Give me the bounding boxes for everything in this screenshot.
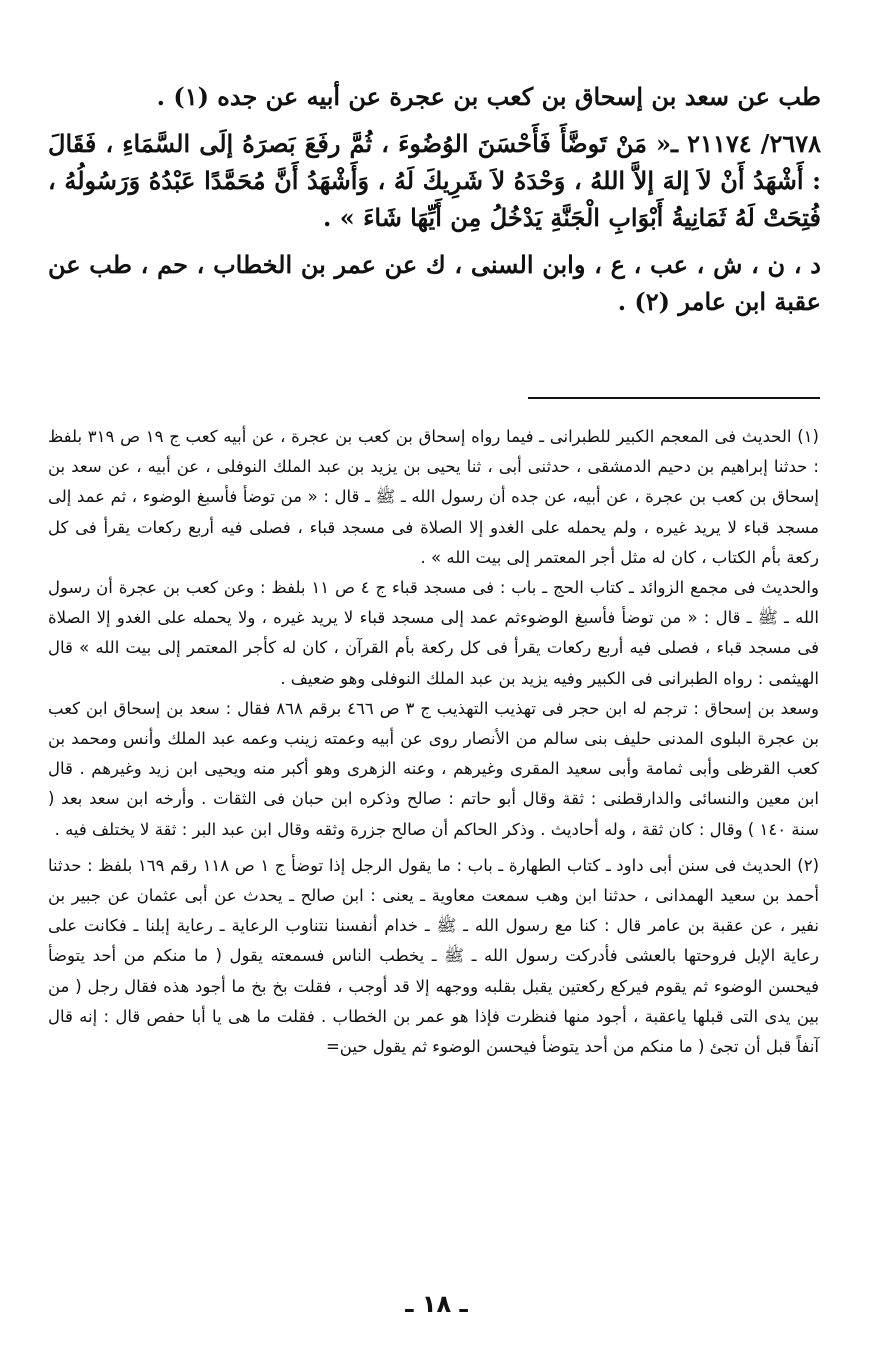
source-line: طب عن سعد بن إسحاق بن كعب بن عجرة عن أبيه عن جده (١) .	[156, 82, 821, 111]
page-number: ـ ١٨ ـ	[405, 1290, 468, 1318]
footnote-1	[48, 422, 819, 845]
footnote-divider	[528, 397, 820, 399]
sources-line: د ، ن ، ش ، عب ، ع ، وابن السنى ، ك عن عمر بن الخطاب ، حم ، طب عن عقبة ابن عامر (٢) .	[48, 250, 821, 316]
hadith-text: ٢٦٧٨/ ٢١١٧٤ ـ« مَنْ تَوضَّأَ فَأَحْسَنَ الوُضُوءَ ، ثُمَّ رفَعَ بَصرَهُ إلَى السَّمَاءِ ، فَقَالَ : أَشْهَدُ أَنْ لاَ إلهَ إلاَّ اللهُ ، وَحْدَهُ لاَ شَرِيكَ لَهُ ، وَأَشْهَدُ أَنَّ مُحَمَّدًا عَبْدُهُ وَرَسُولُهُ ، فُتِحَتْ لَهُ ثَمَانِيةُ أَبْوَابِ الْجَنَّةِ يَدْخُلُ مِن أَيِّهَا شَاءَ » .	[48, 129, 821, 232]
footnote-paragraph: (١) الحديث فى المعجم الكبير للطبرانى ـ فيما رواه إسحاق بن كعب بن عجرة ، عن أبيه كعب ج ١٩ ص ٣١٩ بلفظ : حدثنا إبراهيم بن دحيم الدمشقى ، حدثنى أبى ، ثنا يحيى بن يزيد بن عبد الملك النوفلى ، عن أبيه ، عن سعد بن إسحاق بن كعب بن عجرة ، عن أبيه، عن جده أن رسول الله ـ ﷺ ـ قال : « من توضأ فأسبغ الوضوء ، ثم عمد إلى مسجد قباء لا يريد غيره ، ولم يحمله على الغدو إلا الصلاة فى مسجد قباء ، فصلى فيه أربع ركعات يقرأ فى كل ركعة بأم الكتاب ، كان له مثل أجر المعتمر إلى بيت الله » .	[48, 427, 819, 567]
footnotes	[48, 422, 819, 1068]
footnote-2	[48, 851, 819, 1062]
main-text	[48, 78, 821, 330]
footnote-paragraph: وسعد بن إسحاق : ترجم له ابن حجر فى تهذيب التهذيب ج ٣ ص ٤٦٦ برقم ٨٦٨ فقال : سعد بن إسحاق ابن كعب بن عجرة البلوى المدنى حليف بنى سالم من الأنصار روى عن أبيه وعمته زينب وعمه عبد الملك وأنس ومحمد بن كعب القرظى وأبى ثمامة وأبى سعيد المقرى وغيرهم ، وعنه الزهرى وهو أكبر منه ويحيى ابن زيد وغيرهم . قال ابن معين والنسائى والدارقطنى : ثقة وقال أبو حاتم : صالح وذكره ابن حبان فى الثقات . وأرخه ابن سعد بعد ( سنة ١٤٠ ) وقال : كان ثقة ، وله أحاديث . وذكر الحاكم أن صالح جزرة وثقه وقال ابن عبد البر : ثقة لا يختلف فيه .	[48, 698, 819, 839]
footnote-paragraph: (٢) الحديث فى سنن أبى داود ـ كتاب الطهارة ـ باب : ما يقول الرجل إذا توضأ ج ١ ص ١١٨ رقم ١٦٩ بلفظ : حدثنا أحمد بن سعيد الهمدانى ، حدثنا ابن وهب سمعت معاوية ـ يعنى : ابن صالح ـ يحدث عن أبى عثمان عن جبير بن نفير ، عن عقبة بن عامر قال : كنا مع رسول الله ـ ﷺ ـ خدام أنفسنا نتناوب الرعاية ـ رعاية إبلنا ـ فكانت على رعاية الإبل فروحتها بالعشى فأدركت رسول الله ـ ﷺ ـ يخطب الناس فسمعته يقول ( ما منكم من أحد يتوضأ فيحسن الوضوء ثم يقوم فيركع ركعتين يقبل بقلبه ووجهه إلا قد أوجب ، فقلت بخ بخ ما أجود هذه فقال رجل ( من بين يدى التى قبلها ياعقبة ، أجود منها فنظرت فإذا هو عمر بن الخطاب . فقلت ما هى يا أبا حفص قال : إنه قال آنفاً قبل أن تجئ ( ما منكم من أحد يتوضأ فيحسن الوضوء ثم يقول حين=	[48, 855, 819, 1057]
footnote-paragraph: والحديث فى مجمع الزوائد ـ كتاب الحج ـ باب : فى مسجد قباء ج ٤ ص ١١ بلفظ : وعن كعب بن عجرة أن رسول الله ـ ﷺ ـ قال : « من توضأ فأسبغ الوضوءثم عمد إلى مسجد قباء لا يريد غيره ، ولا يحمله على الغدو إلا الصلاة فى مسجد قباء ، فصلى فيه أربع ركعات يقرأ فى كل ركعة بأم القرآن ، كان له كأجر المعتمر إلى بيت الله » قال الهيثمى : رواه الطبرانى فى الكبير وفيه يزيد بن عبد الملك النوفلى وهو ضعيف .	[48, 578, 819, 688]
